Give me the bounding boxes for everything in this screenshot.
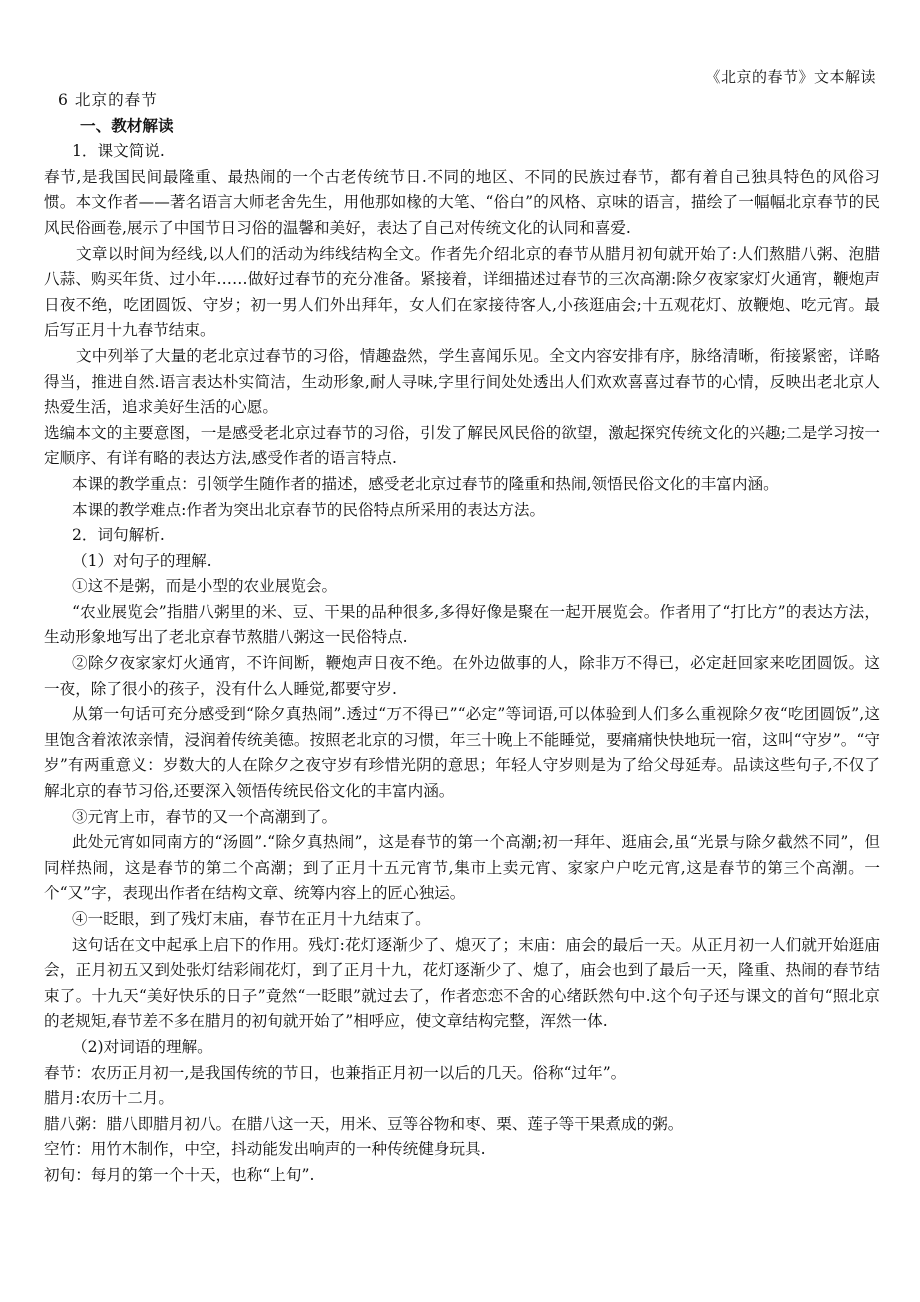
sentence-explanation: 此处元宵如同南方的“汤圆”.“除夕真热闹”，这是春节的第一个高潮;初一拜年、逛庙会,虽“光景与除夕截然不同”，但同样热闹，这是春节的第二个高潮；到了正月十五元宵节,集市上卖元宵、家家户户吃元宵,这是春节的第三个高潮。一个“又”字，表现出作者在结构文章、统筹内容上的匠心独运。 — [44, 833, 880, 903]
page-header: 《北京的春节》文本解读 — [705, 68, 876, 86]
paragraph: 文中列举了大量的老北京过春节的习俗，情趣盎然，学生喜闻乐见。全文内容安排有序，脉络清晰，衔接紧密，详略得当，推进自然.语言表达朴实简洁，生动形象,耐人寻味,字里行间处处透出人们欢欢喜喜过春节的心情，反映出老北京人热爱生活，追求美好生活的心愿。 — [44, 346, 880, 417]
sentence-item: ①这不是粥，而是小型的农业展览会。 — [72, 577, 338, 596]
sentence-explanation: “农业展览会”指腊八粥里的米、豆、干果的品种很多,多得好像是聚在一起开展览会。作者用了“打比方”的表达方法，生动形象地写出了老北京春节熬腊八粥这一民俗特点. — [44, 602, 880, 647]
sentence-item: ③元宵上市，春节的又一个高潮到了。 — [72, 807, 338, 826]
sentence-item: ②除夕夜家家灯火通宵，不许间断，鞭炮声日夜不绝。在外边做事的人，除非万不得已，必定赶回家来吃团圆饭。这一夜，除了很小的孩子，没有什么人睡觉,都要守岁. — [44, 654, 880, 698]
sentence-explanation: 从第一句话可充分感受到“除夕真热闹”.透过“万不得已”“必定”等词语,可以体验到人们多么重视除夕夜“吃团圆饭”,这里饱含着浓浓亲情，浸润着传统美德。按照老北京的习惯，年三十晚上不能睡觉，要痛痛快快地玩一宿，这叫“守岁”。“守岁”有两重意义：岁数大的人在除夕之夜守岁有珍惜光阴的意思；年轻人守岁则是为了给父母延寿。品读这些句子,不仅了解北京的春节习俗,还要深入领悟传统民俗文化的丰富内涵。 — [44, 705, 880, 801]
part1-label: 1．课文简说. — [72, 142, 165, 161]
paragraph: 选编本文的主要意图，一是感受老北京过春节的习俗，引发了解民风民俗的欲望，激起探究传统文化的兴趣;二是学习按一定顺序、有详有略的表达方法,感受作者的语言特点. — [44, 423, 880, 468]
word-definition: 空竹：用竹木制作，中空，抖动能发出响声的一种传统健身玩具. — [44, 1140, 486, 1159]
word-definition: 腊八粥：腊八即腊月初八。在腊八这一天，用米、豆等谷物和枣、栗、莲子等干果煮成的粥。 — [44, 1114, 684, 1133]
part2-label: 2．词句解析. — [72, 526, 165, 545]
paragraph: 本课的教学重点：引领学生随作者的描述，感受老北京过春节的隆重和热闹,领悟民俗文化的丰富内涵。 — [72, 474, 779, 493]
subsection-label: （1）对句子的理解. — [72, 551, 212, 570]
sentence-explanation: 这句话在文中起承上启下的作用。残灯:花灯逐渐少了、熄灭了；末庙：庙会的最后一天。从正月初一人们就开始逛庙会，正月初五又到处张灯结彩闹花灯，到了正月十九，花灯逐渐少了、熄了，庙会也到了最后一天，隆重、热闹的春节结束了。十九天“美好快乐的日子”竟然“一眨眼”就过去了，作者恋恋不舍的心绪跃然句中.这个句子还与课文的首句“照北京的老规矩,春节差不多在腊月的初旬就开始了”相呼应，使文章结构完整，浑然一体. — [44, 935, 880, 1031]
paragraph: 文章以时间为经线,以人们的活动为纬线结构全文。作者先介绍北京的春节从腊月初旬就开始了:人们熬腊八粥、泡腊八蒜、购买年货、过小年……做好过春节的充分准备。紧接着，详细描述过春节的三次高潮:除夕夜家家灯火通宵，鞭炮声日夜不绝，吃团圆饭、守岁；初一男人们外出拜年，女人们在家接待客人,小孩逛庙会;十五观花灯、放鞭炮、吃元宵。最后写正月十九春节结束。 — [44, 244, 880, 340]
lesson-title: 6 北京的春节 — [58, 91, 158, 109]
paragraph: 本课的教学难点:作者为突出北京春节的民俗特点所采用的表达方法。 — [72, 500, 546, 519]
paragraph: 春节,是我国民间最隆重、最热闹的一个古老传统节日.不同的地区、不同的民族过春节，都有着自己独具特色的风俗习惯。本文作者——著名语言大师老舍先生，用他那如椽的大笔、“俗白”的风格、京味的语言，描绘了一幅幅北京春节的民风民俗画卷,展示了中国节日习俗的温馨和美好，表达了自己对传统文化的认同和喜爱. — [44, 167, 880, 237]
word-definition: 腊月:农历十二月。 — [44, 1089, 175, 1108]
word-definition: 春节：农历正月初一,是我国传统的节日，也兼指正月初一以后的几天。俗称“过年”。 — [44, 1063, 627, 1082]
section-heading: 一、教材解读 — [80, 116, 174, 135]
word-definition: 初旬：每月的第一个十天，也称“上旬”. — [44, 1165, 315, 1184]
subsection-label: （2)对词语的理解。 — [72, 1037, 213, 1056]
sentence-item: ④一眨眼，到了残灯末庙，春节在正月十九结束了。 — [72, 910, 431, 928]
document-body — [44, 88, 880, 1189]
